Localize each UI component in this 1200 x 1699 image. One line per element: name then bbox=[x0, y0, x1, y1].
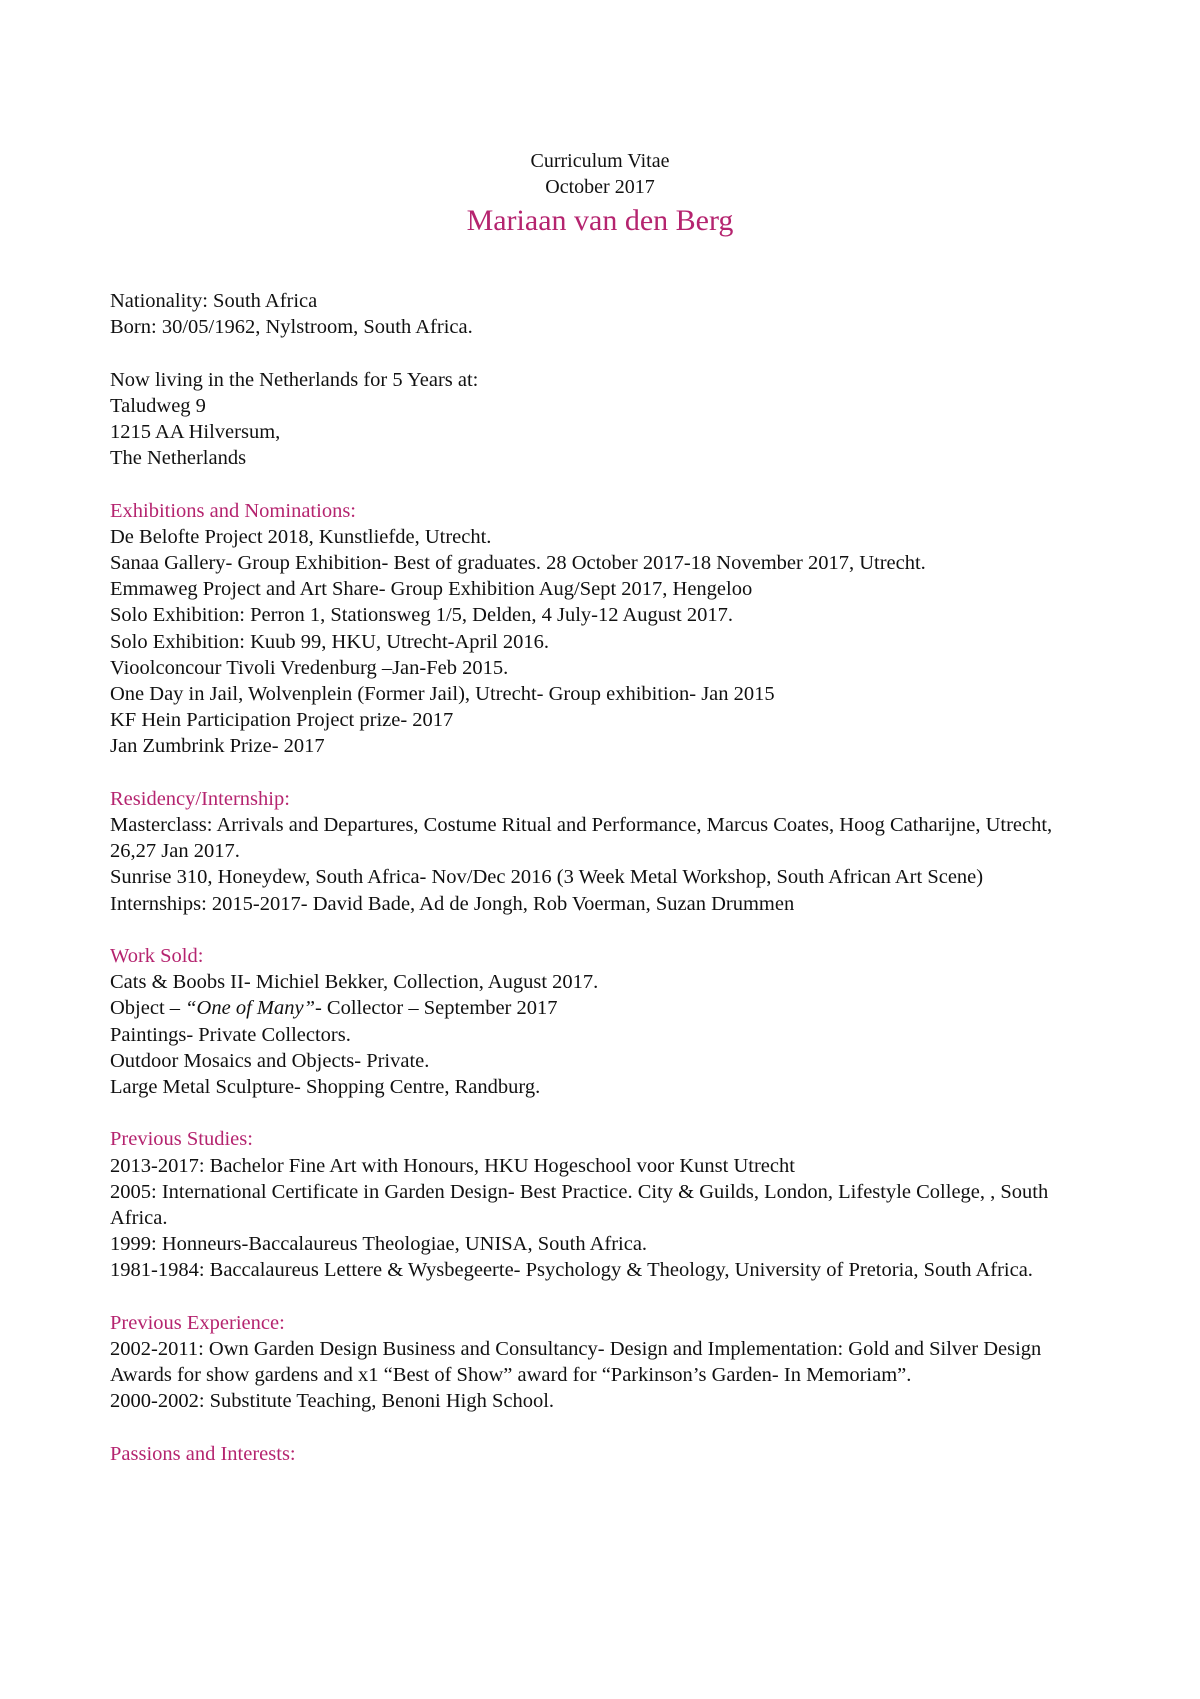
nationality: Nationality: South Africa bbox=[110, 290, 318, 312]
section-title: Residency/Internship: bbox=[110, 787, 290, 810]
list-item: Solo Exhibition: Perron 1, Stationsweg 1/5, Delden, 4 July-12 August 2017. bbox=[110, 604, 733, 627]
list-item: Cats & Boobs II- Michiel Bekker, Collection, August 2017. bbox=[110, 971, 599, 994]
person-name: Mariaan van den Berg bbox=[466, 204, 734, 237]
address-city: 1215 AA Hilversum, bbox=[110, 421, 281, 443]
section-title: Passions and Interests: bbox=[110, 1442, 296, 1465]
list-item: Sunrise 310, Honeydew, South Africa- Nov/Dec 2016 (3 Week Metal Workshop, South African Art Scene) bbox=[110, 866, 984, 889]
list-item: Sanaa Gallery- Group Exhibition- Best of graduates. 28 October 2017-18 November 2017, Utrecht. bbox=[110, 552, 926, 574]
list-item: 1999: Honneurs-Baccalaureus Theologiae, UNISA, South Africa. bbox=[110, 1233, 648, 1256]
address-intro: Now living in the Netherlands for 5 Years at: bbox=[110, 368, 479, 391]
section-experience bbox=[110, 1310, 1100, 1415]
list-item: Paintings- Private Collectors. bbox=[110, 1023, 351, 1046]
item-suffix: - Collector – September 2017 bbox=[314, 997, 558, 1020]
section-title: Previous Studies: bbox=[110, 1128, 253, 1151]
artwork-title: “One of Many” bbox=[185, 997, 315, 1020]
section-passions bbox=[110, 1441, 1100, 1467]
list-item: 2005: International Certificate in Garden Design- Best Practice. City & Guilds, London, Lifestyle College, , South Africa. bbox=[110, 1180, 1049, 1230]
item-prefix: Object – bbox=[110, 997, 186, 1020]
list-item: 2002-2011: Own Garden Design Business and Consultancy- Design and Implementation: Gold and Silver Design Awards for show gardens and x1 “Best of Show” award for “Parkinson’s Garden- In Memoriam”. bbox=[110, 1338, 1042, 1387]
section-studies bbox=[110, 1126, 1100, 1283]
birth-info: Born: 30/05/1962, Nylstroom, South Africa. bbox=[110, 316, 473, 339]
list-item bbox=[110, 995, 1100, 1021]
document-date: October 2017 bbox=[545, 176, 655, 198]
section-title: Previous Experience: bbox=[110, 1311, 285, 1334]
list-item: Outdoor Mosaics and Objects- Private. bbox=[110, 1049, 430, 1072]
document-type: Curriculum Vitae bbox=[530, 150, 670, 172]
list-item: 1981-1984: Baccalaureus Lettere & Wysbegeerte- Psychology & Theology, University of Pretoria, South Africa. bbox=[110, 1259, 1033, 1282]
address-block bbox=[110, 367, 1100, 472]
list-item: 2000-2002: Substitute Teaching, Benoni High School. bbox=[110, 1390, 555, 1413]
list-item: Large Metal Sculpture- Shopping Centre, Randburg. bbox=[110, 1076, 541, 1099]
list-item: Jan Zumbrink Prize- 2017 bbox=[110, 735, 325, 758]
list-item: Internships: 2015-2017- David Bade, Ad de Jongh, Rob Voerman, Suzan Drummen bbox=[110, 892, 795, 915]
section-residency bbox=[110, 786, 1100, 917]
list-item: One Day in Jail, Wolvenplein (Former Jail), Utrecht- Group exhibition- Jan 2015 bbox=[110, 683, 775, 706]
section-title: Exhibitions and Nominations: bbox=[110, 499, 356, 522]
list-item: Vioolconcour Tivoli Vredenburg –Jan-Feb 2015. bbox=[110, 656, 509, 679]
list-item: 2013-2017: Bachelor Fine Art with Honours, HKU Hogeschool voor Kunst Utrecht bbox=[110, 1154, 795, 1177]
address-country: The Netherlands bbox=[110, 447, 247, 470]
list-item: Masterclass: Arrivals and Departures, Costume Ritual and Performance, Marcus Coates, Hoog Catharijne, Utrecht, 26,27 Jan 2017. bbox=[110, 814, 1053, 863]
section-exhibitions bbox=[110, 498, 1100, 760]
list-item: KF Hein Participation Project prize- 2017 bbox=[110, 709, 454, 732]
section-title: Work Sold: bbox=[110, 945, 204, 968]
list-item: Emmaweg Project and Art Share- Group Exhibition Aug/Sept 2017, Hengeloo bbox=[110, 578, 753, 601]
section-work-sold bbox=[110, 943, 1100, 1100]
cv-body bbox=[110, 288, 1100, 1467]
cv-header bbox=[0, 148, 1200, 240]
list-item: De Belofte Project 2018, Kunstliefde, Utrecht. bbox=[110, 525, 492, 548]
list-item: Solo Exhibition: Kuub 99, HKU, Utrecht-April 2016. bbox=[110, 630, 550, 653]
address-street: Taludweg 9 bbox=[110, 394, 206, 417]
personal-info bbox=[110, 288, 1100, 340]
